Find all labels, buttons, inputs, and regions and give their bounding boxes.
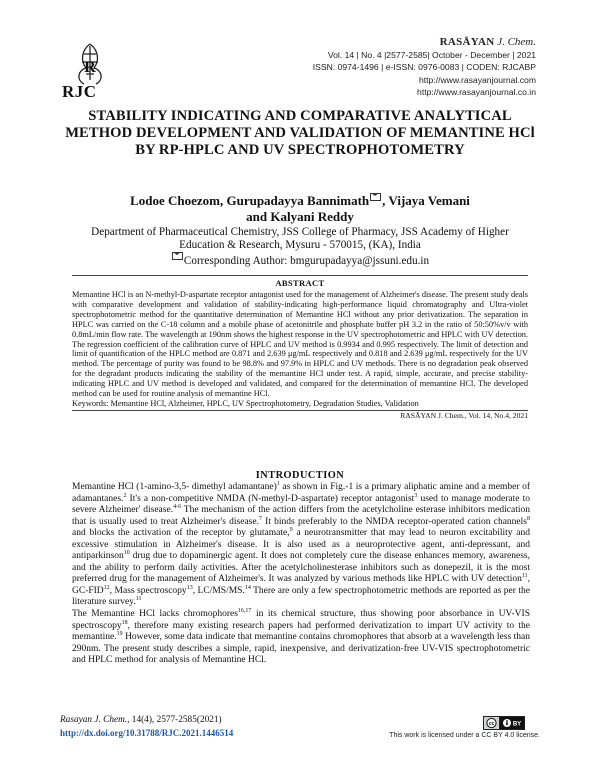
- citation-ref[interactable]: 18: [121, 619, 128, 626]
- authors-line-1a: Lodoe Choezom, Gurupadayya Bannimath: [130, 193, 370, 208]
- citation-ref[interactable]: 4-6: [173, 503, 182, 510]
- introduction-body: [72, 482, 530, 667]
- envelope-icon: [370, 193, 381, 201]
- paragraph-text: It binds preferably to the NMDA receptor-operated cation channels: [261, 516, 527, 527]
- citation-ref[interactable]: 3: [414, 492, 418, 499]
- footer-journal: Rasayan J. Chem.: [60, 715, 128, 725]
- paragraph-text: , LC/MS/MS.: [192, 585, 245, 596]
- affiliation: [60, 226, 540, 267]
- svg-text:cc: cc: [488, 721, 495, 727]
- citation-ref[interactable]: 19: [116, 630, 123, 637]
- affiliation-line-1: Department of Pharmaceutical Chemistry, JSS College of Pharmacy, JSS Academy of Higher: [91, 226, 509, 238]
- author-list: [60, 193, 540, 225]
- citation-ref[interactable]: 9: [289, 527, 293, 534]
- doi-link[interactable]: http://dx.doi.org/10.31788/RJC.2021.1446514: [60, 728, 234, 738]
- paper-title: STABILITY INDICATING AND COMPARATIVE ANALYTICAL METHOD DEVELOPMENT AND VALIDATION OF MEMANTINE HCl BY RP-HPLC AND UV SPECTROPHOTOMETRY: [65, 108, 535, 158]
- logo-text: RJC: [62, 82, 97, 101]
- volume-line: Vol. 14 | No. 4 |2577-2585| October - December | 2021: [327, 50, 536, 60]
- paragraph-text: , therefore many existing research papers had performed derivatization to impart UV activity to the memantine.: [72, 620, 530, 643]
- introduction-paragraph-1: [72, 482, 530, 609]
- citation-ref[interactable]: 12: [103, 584, 110, 591]
- license-text: This work is licensed under a CC BY 4.0 license.: [389, 732, 540, 739]
- paragraph-text: used to manage moderate to severe Alzheimer' disease.: [72, 493, 531, 516]
- footer-volume: , 14(4), 2577-2585(2021): [127, 715, 222, 725]
- abstract-text: Memantine HCl is an N-methyl-D-aspartate receptor antagonist used for the management of Alzheimer's disease. The present study deals with comparative development and validation of stability-indicating high-performance liquid chromatography and Ultra-violet spectrophotometric method for the quantitative determination of Memantine HCl without any prior derivatization. The separation in HPLC was carried on the C-18 column and a mobile phase of acetonitrile and phosphate buffer pH 3.2 in the ratio of 50:50%v/v with 0.8mL/min flow rate. The wavelength at 190nm shows the highest response in the UV spectrophotometric and HPLC with UV detection. The regression coefficient of the calibration curve of HPLC and UV method is 0.9934 and 0.995 respectively. The limit of detection and limit of quantification of the HPLC method are 0.871 and 2.639 μg/mL respectively and 0.818 and 2.639 μg/mL respectively for the UV method. The percentage of purity was found to be 98.8% and 97.9% in HPLC and UV methods. There is no degradation peak observed for the degradant products indicating the stability of the memantine HCl under test. A rapid, simple, accurate, and precise stability-indicating HPLC and UV method is developed and validated, and compared for the determination of memantine HCl. The developed method can be used for routine analysis of memantine HCl.: [72, 290, 528, 399]
- citation-ref[interactable]: 13: [186, 584, 193, 591]
- introduction-paragraph-2: [72, 609, 530, 667]
- paragraph-text: There are only a few spectrophotometric methods are reported as per the literature survey.: [72, 585, 530, 608]
- keywords: Keywords: Memantine HCl, Alzheimer, HPLC, UV Spectrophotometry, Degradation Studies, Validation: [72, 398, 419, 408]
- paragraph-text: , Mass spectroscopy: [109, 585, 187, 596]
- footer-citation: [60, 714, 233, 740]
- paragraph-text: It's a non-competitive NMDA (N-methyl-D-aspartate) receptor antagonist: [126, 493, 415, 504]
- paragraph-text: The Memantine HCl lacks chromophores: [72, 609, 238, 620]
- cc-by-license-icon[interactable]: [483, 716, 525, 730]
- introduction-heading: INTRODUCTION: [255, 470, 345, 481]
- paragraph-text: However, some data indicate that memantine contains chromophores that absorb at a wavelength less than 290nm. The present study describes a simple, rapid, inexpensive, and derivatization-free UV-VIS spectrophotometric and HPLC method for analysis of Memantine HCl.: [72, 632, 530, 666]
- paragraph-text: The mechanism of the action differs from the acetylcholine esterase inhibitors medication that is usually used to treat Alzheimer's disease.: [72, 505, 530, 527]
- journal-name: RASĀYAN J. Chem.: [439, 36, 536, 48]
- svg-text:R: R: [84, 59, 96, 76]
- citation-ref[interactable]: 14: [244, 584, 251, 591]
- paragraph-text: drug due to dopaminergic agent. It does not completely cure the disease enhances memory, awareness, and the ability to perform daily activities. After the acetylcholinesterase inhibitors such as donepezil, it is the most preferred drug for the management of Alzheimer's. It was analyzed by various methods like HPLC with UV detection: [72, 551, 530, 585]
- journal-info: [313, 36, 536, 98]
- paragraph-text: Memantine HCl (1-amino-3,5- dimethyl adamantane): [72, 482, 277, 492]
- paragraph-text: in its chemical structure, thus showing poor absorbance in UV-VIS spectroscopy: [72, 609, 530, 631]
- paragraph-text: a neurotransmitter that may lead to neuron excitability and excessive stimulation in Alzheimer's disease. It is also used as a neuroprotective agent, anti-depressant, and antiparkinson: [72, 528, 530, 562]
- envelope-icon: [172, 252, 183, 260]
- citation-ref[interactable]: 11: [521, 573, 528, 580]
- paragraph-text: and blocks the activation of the receptor by glutamate,: [72, 528, 290, 539]
- svg-text:BY: BY: [512, 721, 522, 728]
- authors-line-2: and Kalyani Reddy: [246, 209, 354, 224]
- journal-url-1[interactable]: http://www.rasayanjournal.com: [418, 74, 536, 85]
- issn-line: ISSN: 0974-1496 | e-ISSN: 0976-0083 | CODEN: RJCABP: [312, 62, 536, 73]
- corresponding-author: Corresponding Author: bmgurupadayya@jssuni.edu.in: [183, 254, 430, 267]
- citation-ref[interactable]: 2: [123, 492, 127, 499]
- abstract-heading: ABSTRACT: [275, 278, 325, 288]
- authors-line-1b: , Vijaya Vemani: [382, 193, 470, 208]
- citation-ref[interactable]: 1: [276, 480, 280, 487]
- citation-ref[interactable]: 16,17: [237, 607, 252, 614]
- journal-url-2[interactable]: http://www.rasayanjournal.co.in: [417, 86, 536, 97]
- paragraph-text: , GC-FID: [72, 574, 530, 596]
- citation-ref[interactable]: 7: [258, 515, 262, 522]
- citation-ref[interactable]: 8: [527, 515, 530, 522]
- abstract-citation: RASĀYAN J. Chem., Vol. 14, No.4, 2021: [72, 410, 528, 420]
- abstract-section: [72, 275, 528, 420]
- citation-ref[interactable]: 10: [123, 550, 130, 557]
- paragraph-text: as shown in Fig.-1 is a primary aliphatic amine and a member of adamantanes.: [72, 482, 530, 504]
- citation-ref[interactable]: 11: [135, 596, 142, 603]
- affiliation-line-2: Education & Research, Mysuru - 570015, (KA), India: [179, 238, 421, 251]
